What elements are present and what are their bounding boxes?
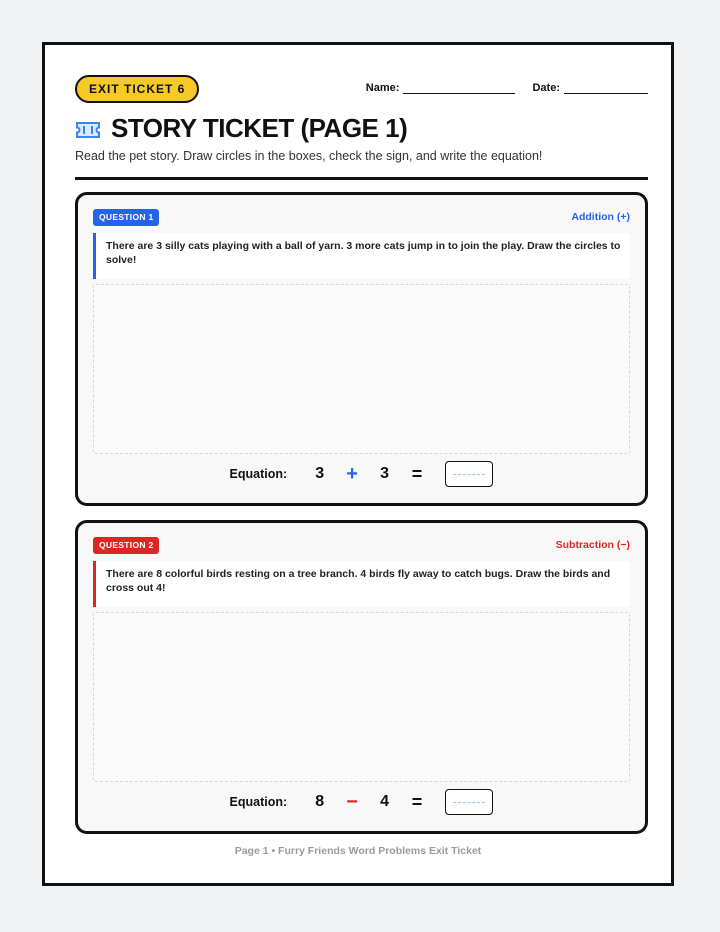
- drawing-area[interactable]: [93, 612, 630, 782]
- equals-sign: =: [411, 463, 423, 484]
- page-title: STORY TICKET (PAGE 1): [111, 113, 408, 143]
- equation-row: [78, 789, 645, 819]
- operation-label: Subtraction (−): [555, 539, 630, 551]
- name-date-fields: [366, 81, 648, 94]
- divider: [75, 177, 648, 180]
- question-card-1: [75, 192, 648, 506]
- equation-operand-b: 4: [380, 793, 389, 810]
- story-text: There are 3 silly cats playing with a ball of yarn. 3 more cats jump in to join the play. Draw the circles to solve!: [93, 233, 630, 279]
- drawing-area[interactable]: [93, 284, 630, 454]
- equation-operand-b: 3: [380, 465, 389, 482]
- answer-box[interactable]: [445, 789, 493, 815]
- answer-guide-line: [453, 802, 485, 803]
- date-label: Date:: [532, 82, 560, 94]
- plus-sign: +: [346, 462, 358, 485]
- ticket-icon: [75, 121, 101, 139]
- equation-operand-a: 8: [315, 793, 325, 810]
- equation-operand-a: 3: [315, 465, 325, 482]
- date-field[interactable]: [564, 81, 648, 94]
- header-bar: [75, 75, 648, 101]
- answer-guide-line: [453, 474, 485, 475]
- name-label: Name:: [365, 82, 400, 94]
- answer-box[interactable]: [445, 461, 493, 487]
- operation-label: Addition (+): [571, 211, 630, 223]
- instructions: Read the pet story. Draw circles in the boxes, check the sign, and write the equation!: [75, 149, 543, 163]
- equation-label: Equation:: [229, 467, 288, 481]
- question-badge: QUESTION 1: [93, 209, 159, 226]
- equals-sign: =: [411, 791, 423, 812]
- story-text: There are 8 colorful birds resting on a tree branch. 4 birds fly away to catch bugs. Draw the birds and cross out 4!: [93, 561, 630, 607]
- minus-sign: −: [346, 790, 358, 813]
- equation-row: [78, 461, 645, 491]
- page-footer: Page 1 • Furry Friends Word Problems Exit Ticket: [234, 845, 482, 857]
- worksheet-page: [42, 42, 674, 886]
- name-field[interactable]: [403, 81, 515, 94]
- question-card-2: [75, 520, 648, 834]
- question-badge: QUESTION 2: [93, 537, 159, 554]
- exit-ticket-badge: EXIT TICKET 6: [75, 75, 199, 103]
- equation-label: Equation:: [229, 795, 288, 809]
